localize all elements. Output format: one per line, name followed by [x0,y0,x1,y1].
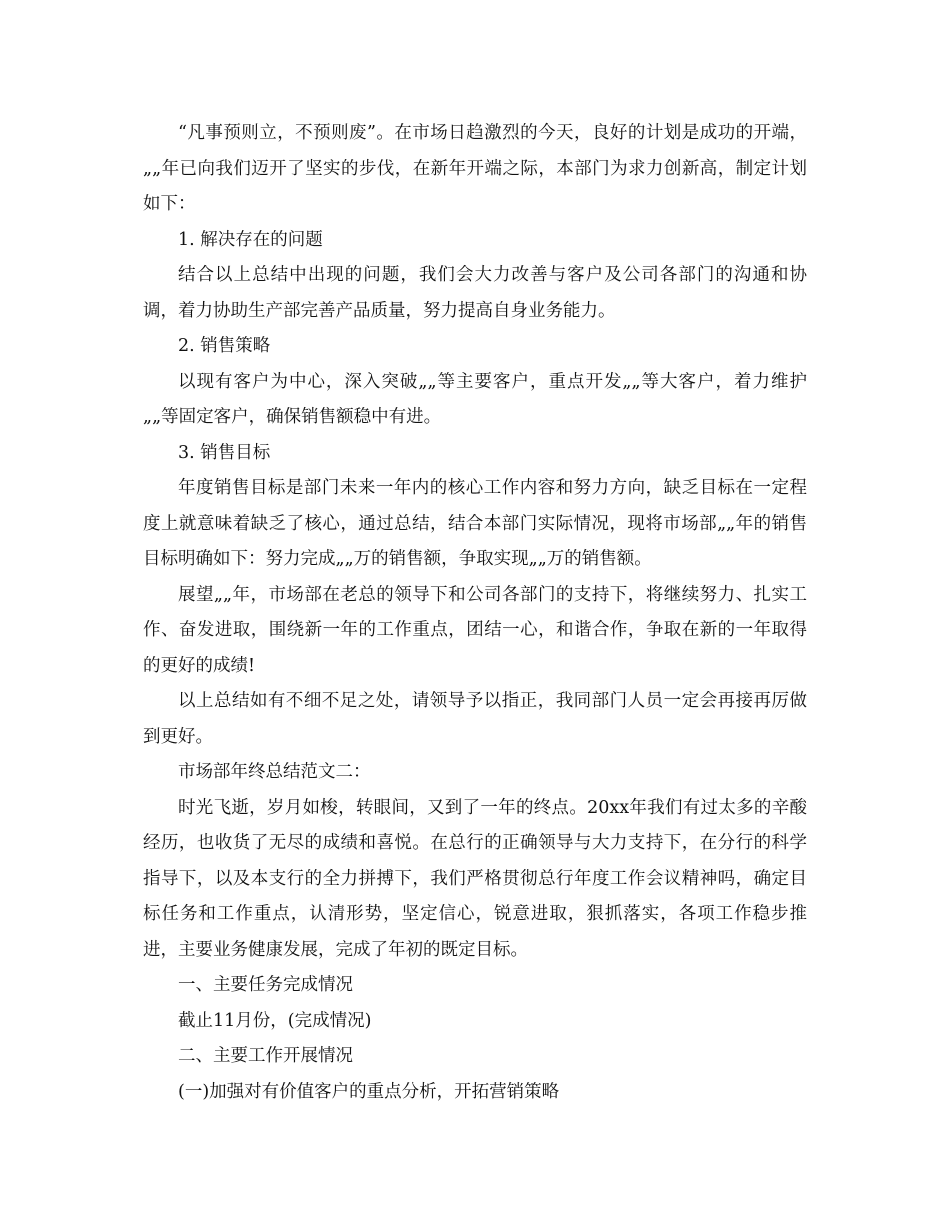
paragraph-intro: “凡事预则立，不预则废”。在市场日趋激烈的今天，良好的计划是成功的开端，„„年已向我们迈开了坚实的步伐，在新年开端之际，本部门为求力创新高，制定计划如下： [143,123,807,214]
paragraph-sales-strategy: 以现有客户为中心，深入突破„„等主要客户，重点开发„„等大客户，着力维护„„等固定客户，确保销售额稳中有进。 [143,371,807,427]
heading-solve-problems: 1. 解决存在的问题 [178,229,323,250]
paragraph-year-review: 时光飞逝，岁月如梭，转眼间，又到了一年的终点。20xx年我们有过太多的辛酸经历，也收货了无尽的成绩和喜悦。在总行的正确领导与大力支持下，在分行的科学指导下，以及本支行的全力拼搏下，我们严格贯彻总行年度工作会议精神吗，确定目标任务和工作重点，认清形势，坚定信心，锐意进取，狠抓落实，各项工作稳步推进，主要业务健康发展，完成了年初的既定目标。 [143,797,807,960]
subheading-client-analysis: (一)加强对有价值客户的重点分析，开拓营销策略 [178,1081,560,1102]
paragraph-solve-problems: 结合以上总结中出现的问题，我们会大力改善与客户及公司各部门的沟通和协调，着力协助生产部完善产品质量，努力提高自身业务能力。 [143,265,807,321]
paragraph-completion-status: 截止11月份，(完成情况) [178,1010,372,1031]
heading-sales-strategy: 2. 销售策略 [178,336,271,356]
document-body [143,116,807,1110]
paragraph-closing: 以上总结如有不细不足之处，请领导予以指正，我同部门人员一定会再接再厉做到更好。 [143,691,807,747]
heading-sales-target: 3. 销售目标 [178,442,271,463]
paragraph-sales-target: 年度销售目标是部门未来一年内的核心工作内容和努力方向，缺乏目标在一定程度上就意味着缺乏了核心，通过总结，结合本部门实际情况，现将市场部„„年的销售目标明确如下：努力完成„„万的销售额，争取实现„„万的销售额。 [143,478,807,569]
heading-main-tasks: 一、主要任务完成情况 [178,975,353,995]
heading-main-work: 二、主要工作开展情况 [178,1046,353,1066]
paragraph-outlook: 展望„„年，市场部在老总的领导下和公司各部门的支持下，将继续努力、扎实工作、奋发进取，围绕新一年的工作重点，团结一心，和谐合作，争取在新的一年取得的更好的成绩! [143,584,807,676]
section-title-sample-two: 市场部年终总结范文二： [178,762,371,782]
